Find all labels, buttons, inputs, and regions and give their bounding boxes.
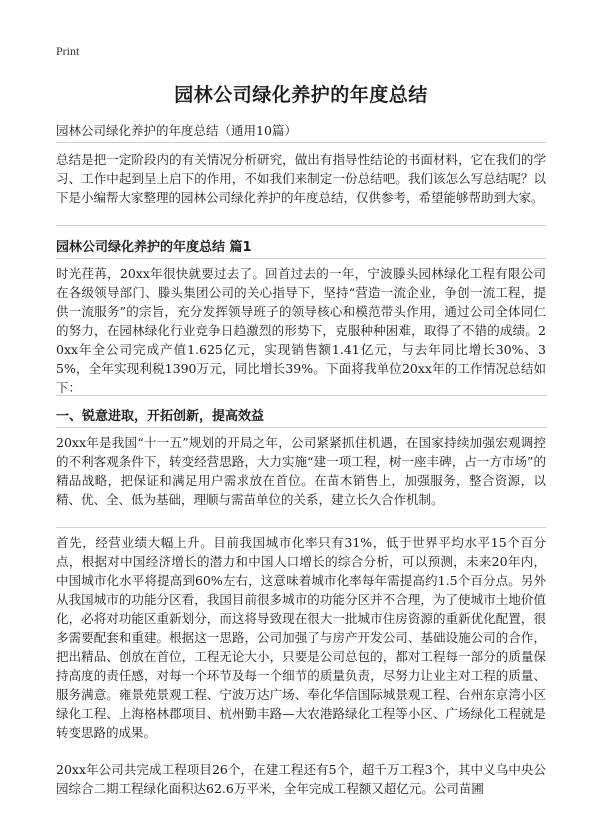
divider xyxy=(56,527,546,528)
paragraph-1: 时光荏苒，20xx年很快就要过去了。回首过去的一年，宁波滕头园林绿化工程有限公司在各级领导部门、滕头集团公司的关心指导下，坚持“营造一流企业，争创一流工程，提供一流服务”的宗旨，充分发挥领导班子的领导核心和模范带头作用，通过公司全体同仁的努力，在园林绿化行业竞争日趋激烈的形势下，克服种种困难，取得了不错的成绩。20xx年全公司完成产值1.625亿元，实现销售额1.41亿元，与去年同比增长30%、35%，全年实现利税1390万元，同比增长39%。下面将我单位20xx年的工作情况总结如下： xyxy=(56,266,546,395)
heading-1: 一、锐意进取，开拓创新，提高效益 xyxy=(56,409,265,424)
paragraph-4: 20xx年公司共完成工程项目26个，在建工程还有5个，超千万工程3个，其中义乌中央公园综合二期工程绿化面积达62.6万平米，全年完成工程额又超亿元。公司苗圃 xyxy=(56,762,546,796)
divider xyxy=(56,258,546,259)
intro-paragraph: 总结是把一定阶段内的有关情况分析研究，做出有指导性结论的书面材料，它在我们的学习、工作中起到呈上启下的作用，不如我们来制定一份总结吧。我们该怎么写总结呢？以下是小编帮大家整理的园林公司绿化养护的年度总结，仅供参考，希望能够帮助到大家。 xyxy=(56,152,546,205)
section-title: 园林公司绿化养护的年度总结 篇1 xyxy=(56,240,252,255)
print-label[interactable]: Print xyxy=(56,44,80,58)
divider xyxy=(56,395,546,396)
paragraph-3: 首先，经营业绩大幅上升。目前我国城市化率只有31%，低于世界平均水平15个百分点，根据对中国经济增长的潜力和中国人口增长的综合分析，可以预测，未来20年内，中国城市化水平将提高到60%左右，这意味着城市化率每年需提高约1.5个百分点。另外从我国城市的功能分区看，我国目前很多城市的功能分区并不合理，为了使城市土地价值化，必将对功能区重新划分，而这将导致现在很大一批城市住房资源的重新优化配置，很多需要配套和重建。根据这一思路，公司加强了与房产开发公司、基础设施公司的合作，把出精品、创放在首位，工程无论大小，只要是公司总包的，都对工程每一部分的质量保持高度的责任感，对每一个环节及每一个细节的质量负责，尽努力让业主对工程的质量、服务满意。雍景苑景观工程、宁波万达广场、奉化华信国际城景观工程、台州东京湾小区绿化工程、上海格林郡项目、杭州勤丰路—大农港路绿化工程等小区、广场绿化工程就是转变思路的成果。 xyxy=(56,535,546,740)
document-title: 园林公司绿化养护的年度总结 xyxy=(174,84,428,106)
divider xyxy=(56,427,546,428)
divider xyxy=(56,225,546,226)
divider xyxy=(56,142,546,143)
document-subtitle: 园林公司绿化养护的年度总结（通用10篇） xyxy=(56,123,297,138)
paragraph-2: 20xx年是我国“十一五”规划的开局之年，公司紧紧抓住机遇，在国家持续加强宏观调控的不利客观条件下，转变经营思路，大力实施“建一项工程，树一座丰碑，占一方市场”的精品战略，把保证和满足用户需求放在首位。在苗木销售上，加强服务，整合资源，以精、优、全、低为基础，理顺与需苗单位的关系，建立长久合作机制。 xyxy=(56,435,546,507)
